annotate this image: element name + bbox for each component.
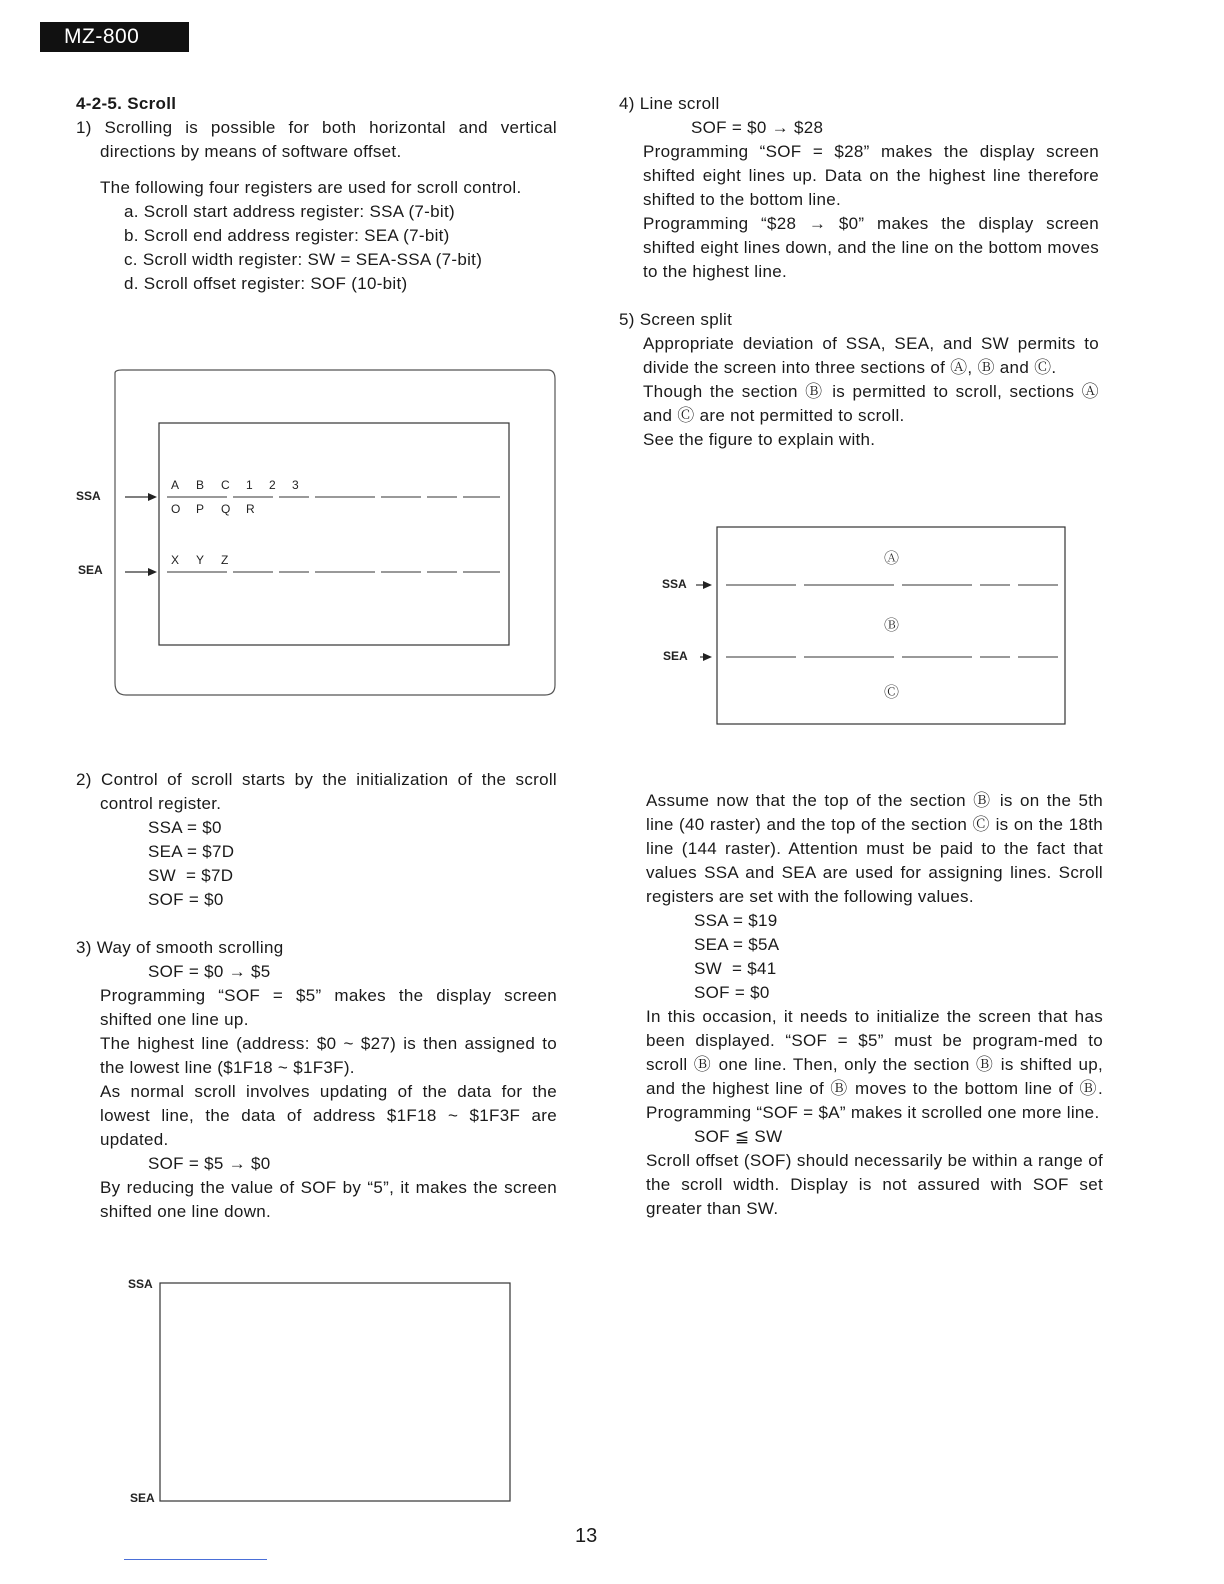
page-number: 13 (575, 1525, 598, 1547)
section-b-marker: Ⓑ (884, 617, 900, 634)
grid-char: Q (221, 502, 231, 516)
grid-char: A (171, 478, 180, 492)
item1-intro: The following four registers are used for scroll control. (100, 178, 522, 197)
item3-p3: As normal scroll involves updating of the data for the lowest line, the data of address $1F18 ~ $1F3F are updated. (100, 1082, 557, 1149)
grid-char: O (171, 502, 181, 516)
assume-value: SW = $41 (694, 959, 777, 978)
register-d: d. Scroll offset register: SOF (10-bit) (124, 274, 408, 293)
item4-heading: 4) Line scroll (619, 94, 720, 113)
item5-p1: Appropriate deviation of SSA, SEA, and SW permits to divide the screen into three sections of Ⓐ, Ⓑ and Ⓒ. (643, 334, 1099, 377)
register-b: b. Scroll end address register: SEA (7-bit) (124, 226, 450, 245)
item4-eq: SOF = $0 → $28 (691, 118, 824, 137)
item5-p3: See the figure to explain with. (643, 430, 876, 449)
item3-p1: Programming “SOF = $5” makes the display screen shifted one line up. (100, 986, 557, 1029)
left-column-bottom (76, 768, 557, 1224)
item4-p1: Programming “SOF = $28” makes the display screen shifted eight lines up. Data on the highest line therefore shifted to the bottom line. (643, 142, 1099, 209)
grid-char: Y (196, 553, 205, 567)
document-header-title: MZ-800 (40, 22, 189, 52)
fig3-ssa-label: SSA (128, 1277, 153, 1291)
section-c-marker: Ⓒ (884, 684, 900, 701)
assume-p2: In this occasion, it needs to initialize the screen that has been displayed. “SOF = $5” must be program-med to scroll Ⓑ one line. Then, only the section Ⓑ is shifted up, and the highest line of Ⓑ moves to the bottom line of Ⓑ. Programming “SOF = $A” makes it scrolled one more line. (646, 1007, 1103, 1122)
assume-value: SSA = $19 (694, 911, 778, 930)
item5-p2: Though the section Ⓑ is permitted to scroll, sections Ⓐ and Ⓒ are not permitted to scroll. (643, 382, 1099, 425)
item3-heading: 3) Way of smooth scrolling (76, 938, 284, 957)
grid-char: B (196, 478, 205, 492)
item2-value: SSA = $0 (148, 818, 222, 837)
grid-char: Z (221, 553, 229, 567)
fig3-sea-label: SEA (130, 1491, 155, 1505)
assume-value: SOF = $0 (694, 983, 770, 1002)
assume-eq: SOF ≦ SW (694, 1127, 783, 1146)
item3-p4: By reducing the value of SOF by “5”, it makes the screen shifted one line down. (100, 1178, 557, 1221)
grid-char: R (246, 502, 255, 516)
item3-eq2: SOF = $5 → $0 (148, 1154, 271, 1173)
figure-screen-split (660, 520, 1080, 730)
section-heading: 4-2-5. Scroll (76, 94, 177, 113)
figure-ssa-sea-box (150, 1275, 520, 1510)
grid-char: 3 (292, 478, 299, 492)
register-a: a. Scroll start address register: SSA (7-bit) (124, 202, 455, 221)
fig1-sea-label: SEA (78, 563, 103, 577)
item3-p2: The highest line (address: $0 ~ $27) is then assigned to the lowest line ($1F18 ~ $1F3F). (100, 1034, 557, 1077)
footer-rule (124, 1559, 267, 1560)
assume-p3: Scroll offset (SOF) should necessarily be within a range of the scroll width. Display is not assured with SOF set greater than SW. (646, 1151, 1103, 1218)
item2-value: SEA = $7D (148, 842, 235, 861)
left-column-top (76, 92, 557, 296)
item5-heading: 5) Screen split (619, 310, 733, 329)
item2-value: SW = $7D (148, 866, 234, 885)
item1-text: 1) Scrolling is possible for both horizontal and vertical directions by means of software offset. (76, 118, 557, 161)
grid-char: 1 (246, 478, 253, 492)
register-c: c. Scroll width register: SW = SEA-SSA (7-bit) (124, 250, 483, 269)
fig2-ssa-label: SSA (662, 577, 687, 591)
item2-text: 2) Control of scroll starts by the initialization of the scroll control register. (76, 770, 557, 813)
grid-char: X (171, 553, 180, 567)
right-column-top (619, 92, 1099, 452)
assume-p1: Assume now that the top of the section Ⓑ is on the 5th line (40 raster) and the top of the section Ⓒ is on the 18th line (144 raster). Attention must be paid to the fact that values SSA and SEA are used for assigning lines. Scroll registers are set with the following values. (646, 791, 1103, 906)
grid-char: P (196, 502, 205, 516)
figure-scroll-screen (70, 365, 570, 705)
right-column-bottom (646, 789, 1103, 1221)
item3-eq1: SOF = $0 → $5 (148, 962, 271, 981)
item2-value: SOF = $0 (148, 890, 224, 909)
item4-p2: Programming “$28 → $0” makes the display screen shifted eight lines down, and the line on the bottom moves to the highest line. (643, 214, 1099, 281)
grid-char: C (221, 478, 230, 492)
assume-value: SEA = $5A (694, 935, 780, 954)
grid-char: 2 (269, 478, 276, 492)
fig1-ssa-label: SSA (76, 489, 101, 503)
section-a-marker: Ⓐ (884, 550, 900, 567)
fig2-sea-label: SEA (663, 649, 688, 663)
